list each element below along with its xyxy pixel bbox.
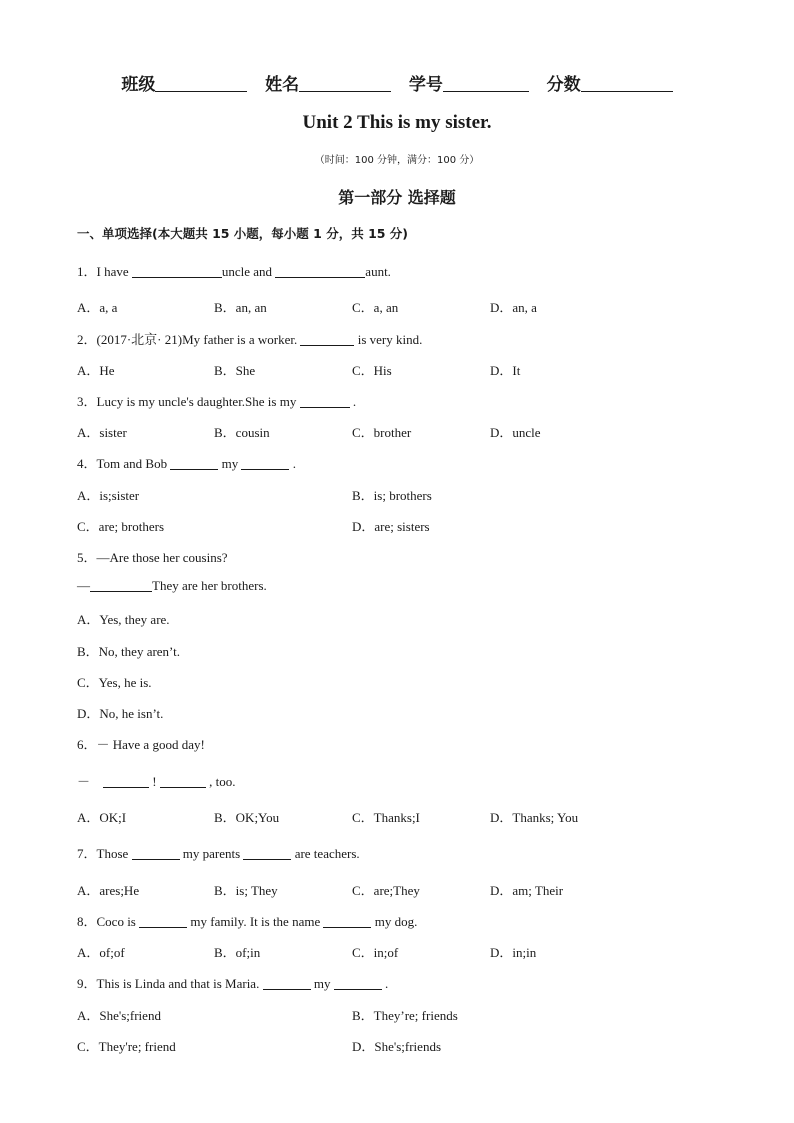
answer-blank[interactable] bbox=[263, 977, 311, 990]
score-blank[interactable] bbox=[581, 75, 673, 92]
option-b[interactable]: B．of;in bbox=[214, 945, 261, 960]
option-d[interactable]: D．It bbox=[490, 363, 521, 378]
option-a[interactable]: A．a, a bbox=[77, 300, 118, 315]
option-b[interactable]: B．is; They bbox=[214, 883, 278, 898]
exam-info: （时间：100 分钟，满分：100 分） bbox=[314, 155, 480, 166]
option-b[interactable]: B．an, an bbox=[214, 300, 267, 315]
student-info-line bbox=[0, 70, 794, 95]
name-blank[interactable] bbox=[299, 75, 391, 92]
id-label: 学号 bbox=[408, 75, 443, 95]
option-c[interactable]: C．His bbox=[352, 363, 392, 378]
answer-blank[interactable] bbox=[160, 775, 206, 788]
option-b[interactable]: B．She bbox=[214, 363, 256, 378]
question-9: 9．This is Linda and that is Maria. my . bbox=[77, 976, 389, 991]
option-c[interactable]: C．Yes, he is. bbox=[77, 675, 152, 690]
option-c[interactable]: C．are; brothers bbox=[77, 519, 165, 534]
option-d[interactable]: D．are; sisters bbox=[352, 519, 430, 534]
option-d[interactable]: D．am; Their bbox=[490, 883, 564, 898]
question-5-reply: — They are her brothers. bbox=[77, 578, 267, 593]
answer-blank[interactable] bbox=[132, 265, 222, 278]
page-title: Unit 2 This is my sister. bbox=[302, 112, 492, 133]
answer-blank[interactable] bbox=[139, 915, 187, 928]
answer-blank[interactable] bbox=[300, 395, 350, 408]
option-c[interactable]: C．in;of bbox=[352, 945, 399, 960]
option-a[interactable]: A．He bbox=[77, 363, 115, 378]
option-a[interactable]: A．ares;He bbox=[77, 883, 140, 898]
answer-blank[interactable] bbox=[103, 775, 149, 788]
id-blank[interactable] bbox=[443, 75, 529, 92]
option-a[interactable]: A．of;of bbox=[77, 945, 125, 960]
question-5: 5．—Are those her cousins? bbox=[77, 550, 228, 565]
answer-blank[interactable] bbox=[243, 847, 291, 860]
option-d[interactable]: D．uncle bbox=[490, 425, 541, 440]
option-b[interactable]: B．OK;You bbox=[214, 810, 280, 825]
question-4: 4．Tom and Bob my . bbox=[77, 456, 296, 471]
answer-blank[interactable] bbox=[132, 847, 180, 860]
answer-blank[interactable] bbox=[334, 977, 382, 990]
answer-blank[interactable] bbox=[300, 333, 354, 346]
option-d[interactable]: D．No, he isn’t. bbox=[77, 706, 164, 721]
section-heading: 一、单项选择(本大题共 15 小题，每小题 1 分，共 15 分) bbox=[77, 226, 409, 241]
score-label: 分数 bbox=[546, 75, 581, 95]
question-7: 7．Those my parents are teachers. bbox=[77, 846, 360, 861]
option-c[interactable]: C．brother bbox=[352, 425, 412, 440]
question-2: 2．(2017·北京· 21)My father is a worker. is very kind. bbox=[77, 332, 423, 347]
option-a[interactable]: A．Yes, they are. bbox=[77, 612, 170, 627]
option-a[interactable]: A．She's;friend bbox=[77, 1008, 161, 1023]
answer-blank[interactable] bbox=[275, 265, 365, 278]
answer-blank[interactable] bbox=[323, 915, 371, 928]
answer-blank[interactable] bbox=[241, 457, 289, 470]
answer-blank[interactable] bbox=[170, 457, 218, 470]
option-d[interactable]: D．in;in bbox=[490, 945, 537, 960]
name-label: 姓名 bbox=[265, 75, 300, 95]
option-a[interactable]: A．is;sister bbox=[77, 488, 140, 503]
option-c[interactable]: C．are;They bbox=[352, 883, 420, 898]
question-6: 6．－ Have a good day! bbox=[77, 737, 205, 752]
option-b[interactable]: B．is; brothers bbox=[352, 488, 432, 503]
option-b[interactable]: B．cousin bbox=[214, 425, 270, 440]
question-3: 3．Lucy is my uncle's daughter.She is my . bbox=[77, 394, 357, 409]
question-8: 8．Coco is my family. It is the name my dog. bbox=[77, 914, 418, 929]
option-b[interactable]: B．They’re; friends bbox=[352, 1008, 458, 1023]
option-c[interactable]: C．Thanks;I bbox=[352, 810, 420, 825]
option-a[interactable]: A．OK;I bbox=[77, 810, 127, 825]
option-d[interactable]: D．She's;friends bbox=[352, 1039, 442, 1054]
option-d[interactable]: D．an, a bbox=[490, 300, 537, 315]
option-c[interactable]: C．They're; friend bbox=[77, 1039, 176, 1054]
option-c[interactable]: C．a, an bbox=[352, 300, 399, 315]
option-d[interactable]: D．Thanks; You bbox=[490, 810, 579, 825]
class-label: 班级 bbox=[121, 75, 156, 95]
question-1: 1．I have uncle and aunt. bbox=[77, 264, 391, 279]
option-a[interactable]: A．sister bbox=[77, 425, 127, 440]
part-heading: 第一部分 选择题 bbox=[338, 188, 456, 207]
class-blank[interactable] bbox=[155, 75, 247, 92]
answer-blank[interactable] bbox=[90, 579, 152, 592]
question-6-reply: － ! , too. bbox=[77, 774, 236, 789]
option-b[interactable]: B．No, they aren’t. bbox=[77, 644, 181, 659]
